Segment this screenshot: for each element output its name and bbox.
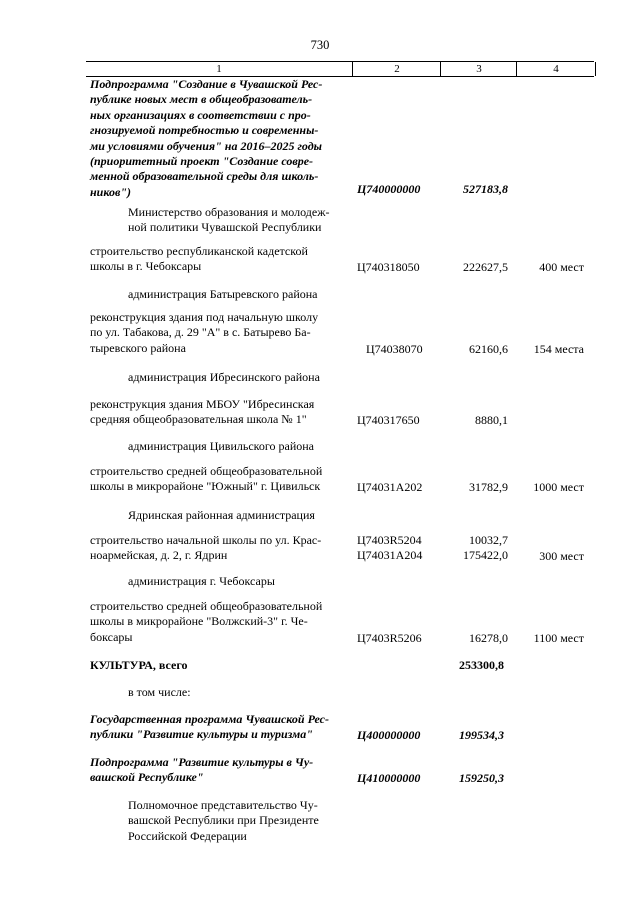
row-code: Ц74031А202 <box>357 479 423 494</box>
table-row <box>0 397 640 428</box>
row-code: Ц740318050 <box>357 259 420 274</box>
row-name: реконструкция здания МБОУ "Ибресинская средняя общеобразовательная школа № 1" <box>90 397 315 427</box>
row-name: строительство республиканской кадетской школы в г. Чебоксары <box>90 244 308 274</box>
row-capacity: 300 мест <box>539 548 584 563</box>
table-row <box>0 310 640 357</box>
row-sum: 199534,3 <box>459 727 504 742</box>
row-name: Подпрограмма "Создание в Чувашской Рес- публике новых мест в общеобразователь- ных организациях в соответствии с про- гнозируемой потребностью и современны- ми условиями обучения" на 2016–2025 годы (приоритетный проект "Создание совре- менной образовательной среды для школь- ников") <box>90 77 323 199</box>
page-number: 730 <box>310 38 330 52</box>
row-name: администрация г. Чебоксары <box>128 574 275 588</box>
row-name: Государственная программа Чувашской Рес- публики "Развитие культуры и туризма" <box>90 712 329 742</box>
header-col-4: 4 <box>516 62 596 76</box>
row-code: Ц400000000 <box>357 727 421 742</box>
row-sum: 10032,7 175422,0 <box>463 533 508 563</box>
table-row <box>0 599 640 646</box>
row-capacity: 1100 мест <box>533 630 584 645</box>
row-capacity: 154 места <box>533 341 584 356</box>
row-capacity: 400 мест <box>539 259 584 274</box>
row-name: строительство средней общеобразовательной школы в микрорайоне "Волжский-3" г. Че- боксары <box>90 599 323 644</box>
table-row <box>0 77 640 197</box>
table-row <box>0 755 640 786</box>
row-code: Ц410000000 <box>357 770 421 785</box>
row-name: в том числе: <box>128 685 191 699</box>
header-col-3: 3 <box>440 62 517 76</box>
row-sum: 31782,9 <box>469 479 508 494</box>
header-col-2: 2 <box>352 62 441 76</box>
row-name: строительство начальной школы по ул. Крас- ноармейская, д. 2, г. Ядрин <box>90 533 322 563</box>
row-sum: 253300,8 <box>459 658 504 672</box>
row-code: Ц7403R5206 <box>357 630 422 645</box>
header-col-1: 1 <box>216 63 222 75</box>
table-row <box>0 464 640 495</box>
row-sum: 8880,1 <box>475 412 508 427</box>
row-name: администрация Батыревского района <box>128 287 318 301</box>
row-code: Ц74038070 <box>366 341 423 356</box>
row-sum: 527183,8 <box>463 181 508 196</box>
row-sum: 62160,6 <box>469 341 508 356</box>
row-name: Ядринская районная администрация <box>128 508 315 522</box>
row-name: Министерство образования и молодеж- ной политики Чувашской Республики <box>128 205 330 235</box>
row-name: Полномочное представительство Чу- вашской Республики при Президенте Российской Федерации <box>128 798 319 843</box>
row-name: администрация Цивильского района <box>128 439 314 453</box>
row-sum: 222627,5 <box>463 259 508 274</box>
row-name: реконструкция здания под начальную школу по ул. Табакова, д. 29 "А" в с. Батырево Ба- тыревского района <box>90 310 319 355</box>
table-row <box>0 712 640 743</box>
table-header <box>86 61 594 77</box>
row-capacity: 1000 мест <box>533 479 584 494</box>
row-name: строительство средней общеобразовательной школы в микрорайоне "Южный" г. Цивильск <box>90 464 323 494</box>
table-row <box>0 244 640 275</box>
table-row <box>0 533 640 564</box>
row-code: Ц7403R5204 Ц74031А204 <box>357 533 423 563</box>
row-name: администрация Ибресинского района <box>128 370 320 384</box>
row-name: Подпрограмма "Развитие культуры в Чу- вашской Республике" <box>90 755 314 785</box>
row-name: КУЛЬТУРА, всего <box>90 658 188 672</box>
row-sum: 16278,0 <box>469 630 508 645</box>
row-code: Ц740000000 <box>357 181 421 196</box>
row-code: Ц740317650 <box>357 412 420 427</box>
row-sum: 159250,3 <box>459 770 504 785</box>
